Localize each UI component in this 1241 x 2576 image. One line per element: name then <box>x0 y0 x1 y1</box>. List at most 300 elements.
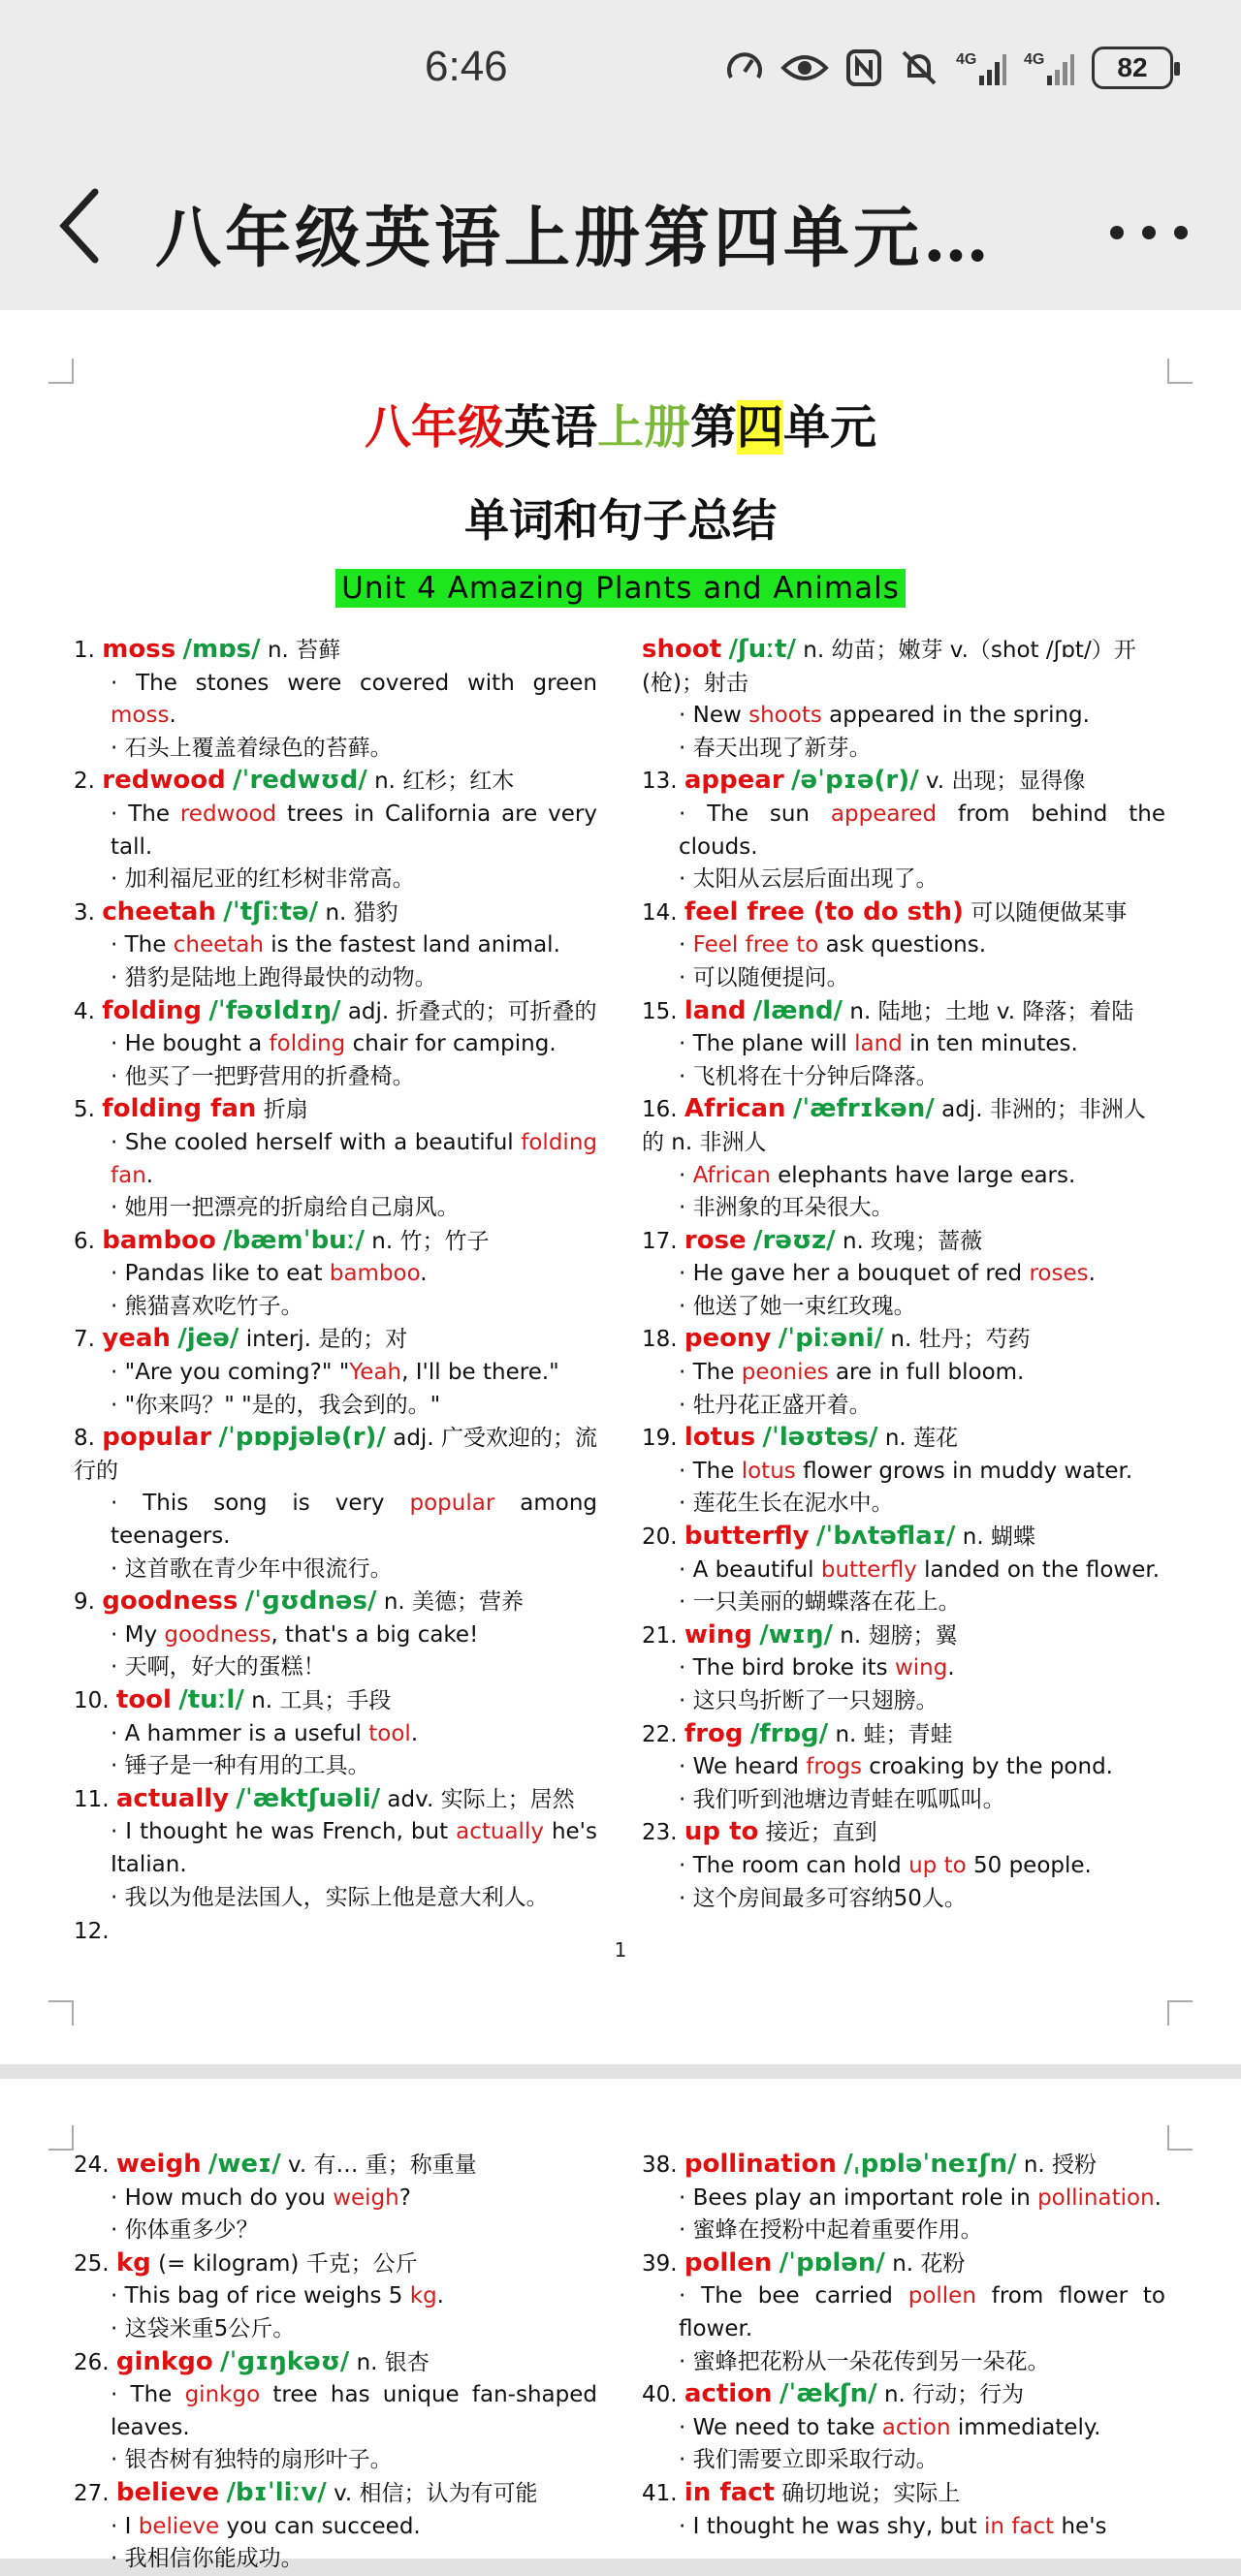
highlighted-word: shoots <box>748 703 822 729</box>
entry-ipa: /ʃuːt/ <box>728 635 796 664</box>
entry-number: 22. <box>642 1721 684 1747</box>
vocab-entry <box>642 1816 1165 1915</box>
document-page-1 <box>0 310 1241 2064</box>
example-translation: · 我相信你能成功。 <box>111 2546 303 2572</box>
example-translation: · 加利福尼亚的红杉树非常高。 <box>111 866 415 893</box>
entry-head <box>74 1093 597 1127</box>
entry-word: shoot <box>642 635 722 664</box>
entry-word: land <box>684 995 747 1025</box>
example-translation: · 飞机将在十分钟后降落。 <box>679 1063 939 1089</box>
example-sentence: · How much do you weigh? <box>111 2184 411 2211</box>
highlighted-word: wing <box>894 1655 948 1681</box>
entry-ipa: /ˈæktʃuəli/ <box>236 1783 381 1813</box>
highlighted-word: redwood <box>179 801 277 827</box>
right-column <box>642 634 1165 1915</box>
page-number: 1 <box>614 1938 627 1962</box>
example-translation: · 我们听到池塘边青蛙在呱呱叫。 <box>679 1786 1005 1812</box>
entry-word: in fact <box>684 2477 776 2507</box>
example-translation: · 蜜蜂在授粉中起着重要作用。 <box>679 2217 983 2244</box>
entry-definition: 可以随便做某事 <box>971 899 1128 926</box>
crop-mark <box>48 2000 74 2026</box>
example-sentence: · Feel free to ask questions. <box>679 932 987 958</box>
highlighted-word: African <box>692 1162 771 1188</box>
entry-definition: n. 牡丹；芍药 <box>890 1327 1031 1353</box>
status-time: 6:46 <box>425 43 508 90</box>
entry-head <box>74 634 597 668</box>
entry-number: 23. <box>642 1820 684 1846</box>
svg-text:4G: 4G <box>1024 51 1045 68</box>
example-translation: · 猎豹是陆地上跑得最快的动物。 <box>111 964 437 990</box>
entry-number: 25. <box>74 2250 116 2277</box>
vocab-entry <box>74 765 597 895</box>
highlighted-word: in fact <box>984 2513 1055 2539</box>
entry-definition: n. 行动；行为 <box>883 2382 1025 2408</box>
right-column-2 <box>642 2149 1165 2543</box>
entry-number: 41. <box>642 2480 684 2506</box>
example-sentence: · My goodness, that's a big cake! <box>111 1621 479 1648</box>
vocab-entry <box>74 1323 597 1422</box>
entry-word: redwood <box>102 766 226 796</box>
eye-icon <box>781 50 828 85</box>
example-sentence: · African elephants have large ears. <box>679 1162 1076 1188</box>
crop-mark <box>48 359 74 384</box>
entry-number: 10. <box>74 1688 116 1713</box>
crop-mark <box>48 2125 74 2151</box>
example-translation: · 锤子是一种有用的工具。 <box>111 1753 370 1779</box>
entry-definition: 折扇 <box>263 1097 308 1123</box>
entry-ipa: /jeə/ <box>177 1324 239 1354</box>
entry-number: 9. <box>74 1589 103 1616</box>
entry-ipa: /ˈpɒlən/ <box>779 2247 885 2278</box>
entry-head <box>642 1718 1165 1752</box>
example-sentence: · I thought he was French, but actually he's Italian. <box>111 1819 597 1877</box>
entry-ipa: /ˈtʃiːtə/ <box>223 896 319 927</box>
entry-word: goodness <box>102 1586 239 1617</box>
example-translation: · 这只鸟折断了一只翅膀。 <box>679 1688 939 1713</box>
entry-definition: n. 莲花 <box>884 1426 959 1452</box>
highlighted-word: lotus <box>741 1458 796 1484</box>
example-sentence: · "Are you coming?" "Yeah, I'll be there." <box>111 1360 559 1386</box>
entry-word: butterfly <box>684 1522 810 1552</box>
entry-head <box>74 1684 597 1718</box>
entry-number: 27. <box>74 2480 116 2506</box>
highlighted-word: Feel free to <box>692 932 819 958</box>
entry-definition: v. 出现；显得像 <box>925 769 1086 795</box>
example-translation: · 这个房间最多可容纳50人。 <box>679 1885 967 1911</box>
entry-definition: n. 陆地；土地 v. 降落；着陆 <box>849 998 1134 1024</box>
vocab-entry <box>642 1422 1165 1521</box>
highlighted-word: appeared <box>830 801 938 827</box>
highlighted-word: butterfly <box>820 1556 917 1583</box>
entry-head <box>74 1225 597 1259</box>
entry-number: 24. <box>74 2152 116 2178</box>
title-part: 八年级 <box>364 400 504 455</box>
entry-number: 17. <box>642 1228 684 1254</box>
vocab-entry <box>74 896 597 995</box>
vocab-entry <box>642 1323 1165 1422</box>
entry-head <box>74 1422 597 1488</box>
app-header <box>0 145 1241 310</box>
leftover-number: 12. <box>74 1919 110 1944</box>
vocab-entry <box>642 765 1165 895</box>
entry-head <box>74 2149 597 2183</box>
example-sentence: · He bought a folding chair for camping. <box>111 1031 557 1057</box>
svg-text:4G: 4G <box>956 51 977 68</box>
title-part: 第 <box>690 400 738 455</box>
entry-definition: n. 蛙；青蛙 <box>835 1721 953 1747</box>
example-sentence: · The bee carried pollen from flower to flower. <box>679 2283 1165 2341</box>
doc-subtitle: 单词和句子总结 <box>464 494 777 547</box>
example-sentence: · The plane will land in ten minutes. <box>679 1031 1078 1057</box>
entry-number: 40. <box>642 2382 684 2408</box>
vocab-entry <box>642 1225 1165 1324</box>
highlighted-word: popular <box>409 1491 495 1517</box>
entry-ipa: /mɒs/ <box>182 635 261 664</box>
highlighted-word: frogs <box>806 1754 862 1780</box>
example-sentence: · She cooled herself with a beautiful folding fan. <box>111 1129 597 1188</box>
example-translation: · 牡丹花正盛开着。 <box>679 1392 872 1418</box>
entry-ipa: /ˌpɒləˈneɪʃn/ <box>843 2150 1017 2179</box>
example-sentence: · The bird broke its wing. <box>679 1655 955 1681</box>
highlighted-word: kg <box>409 2283 437 2309</box>
entry-head <box>642 1619 1165 1653</box>
entry-number: 21. <box>642 1622 684 1649</box>
entry-definition: 接近；直到 <box>765 1820 877 1846</box>
entry-ipa: /bæmˈbuː/ <box>223 1225 365 1255</box>
example-translation: · 石头上覆盖着绿色的苔藓。 <box>111 735 393 761</box>
entry-definition: n. 花粉 <box>892 2250 966 2277</box>
signal-4g-icon <box>956 48 1006 87</box>
entry-definition: n. 苔藓 <box>267 638 341 663</box>
example-sentence: · Pandas like to eat bamboo. <box>111 1261 428 1287</box>
vocab-entry <box>642 1718 1165 1817</box>
signal-4g-icon-2 <box>1024 48 1074 87</box>
entry-number: 19. <box>642 1426 684 1452</box>
example-translation: · 银杏树有独特的扇形叶子。 <box>111 2447 393 2473</box>
entry-ipa: /ˈfəʊldɪŋ/ <box>208 995 341 1025</box>
entry-head <box>74 1783 597 1817</box>
entry-head <box>74 2247 597 2281</box>
entry-head <box>642 634 1165 700</box>
entry-number: 1. <box>74 638 103 663</box>
entry-ipa: /weɪ/ <box>207 2150 281 2179</box>
entry-word: folding <box>102 995 202 1025</box>
entry-number: 3. <box>74 899 103 926</box>
unit-label: Unit 4 Amazing Plants and Animals <box>335 569 906 608</box>
entry-number: 18. <box>642 1327 684 1353</box>
entry-head <box>642 1521 1165 1555</box>
entry-definition: n. 授粉 <box>1023 2152 1098 2178</box>
highlighted-word: folding <box>269 1031 346 1057</box>
status-bar <box>0 0 1241 145</box>
entry-ipa: /ˈredwʊd/ <box>233 766 367 796</box>
example-sentence: · The ginkgo tree has unique fan-shaped leaves. <box>111 2382 597 2440</box>
entry-definition: v. 相信；认为有可能 <box>334 2480 538 2506</box>
entry-number: 38. <box>642 2152 684 2178</box>
crop-mark <box>1167 2000 1193 2026</box>
entry-number: 11. <box>74 1786 116 1812</box>
entry-ipa: /ˈɡɪŋkəʊ/ <box>220 2346 350 2376</box>
vocab-entry <box>74 1783 597 1914</box>
crop-mark <box>1167 2125 1193 2151</box>
entry-ipa: /frɒɡ/ <box>749 1718 829 1748</box>
vocab-entry <box>74 995 597 1094</box>
highlighted-word: folding fan <box>111 1129 597 1188</box>
entry-number: 7. <box>74 1327 103 1353</box>
highlighted-word: moss <box>111 703 170 729</box>
highlighted-word: bamboo <box>329 1261 421 1287</box>
status-icons <box>725 47 1173 89</box>
entry-definition: n. 幼苗；嫩芽 v.（shot /ʃɒt/）开(枪)；射击 <box>642 638 1136 696</box>
example-translation: · 春天出现了新芽。 <box>679 735 872 761</box>
entry-ipa: /ˈpiːəni/ <box>778 1324 884 1354</box>
entry-word: popular <box>102 1423 212 1453</box>
back-arrow-icon[interactable] <box>47 182 114 269</box>
doc-heading <box>0 390 1241 606</box>
example-sentence: · We heard frogs croaking by the pond. <box>679 1754 1113 1780</box>
example-translation: · 他送了她一束红玫瑰。 <box>679 1293 916 1319</box>
example-translation: · 莲花生长在泥水中。 <box>679 1491 894 1517</box>
example-sentence: · Bees play an important role in pollination. <box>679 2184 1161 2211</box>
entry-head <box>74 2346 597 2380</box>
entry-number: 26. <box>74 2349 116 2375</box>
entry-word: bamboo <box>102 1225 216 1255</box>
highlighted-word: action <box>881 2414 951 2440</box>
crop-mark <box>1167 359 1193 384</box>
example-sentence: · New shoots appeared in the spring. <box>679 703 1090 729</box>
entry-ipa: /ˈæfrɪkən/ <box>792 1094 935 1124</box>
entry-word: feel free (to do sth) <box>684 896 964 927</box>
entry-word: wing <box>684 1619 752 1649</box>
entry-definition: n. 工具；手段 <box>251 1688 392 1713</box>
example-sentence: · The cheetah is the fastest land animal. <box>111 932 560 958</box>
vocab-entry <box>642 2247 1165 2378</box>
mute-bell-icon <box>900 48 939 87</box>
entry-head <box>642 765 1165 799</box>
title-part: 英语 <box>503 400 597 455</box>
entry-head <box>642 1422 1165 1456</box>
entry-word: pollen <box>684 2247 773 2278</box>
entry-word: cheetah <box>102 896 216 927</box>
entry-number: 16. <box>642 1097 684 1123</box>
title-part: 单元 <box>783 400 877 455</box>
nfc-icon <box>845 48 882 87</box>
entry-ipa: /ˈpɒpjələ(r)/ <box>218 1423 386 1453</box>
example-sentence: · The room can hold up to 50 people. <box>679 1852 1092 1878</box>
entry-ipa: /ˈbʌtəflaɪ/ <box>815 1522 956 1552</box>
entry-definition: interj. 是的；对 <box>245 1327 408 1353</box>
page-title: 八年级英语上册第四单元… <box>155 200 994 277</box>
example-translation: · "你来吗？" "是的，我会到的。" <box>111 1392 441 1418</box>
vocab-entry <box>642 1093 1165 1224</box>
entry-word: rose <box>684 1225 747 1255</box>
vocab-entry <box>642 995 1165 1094</box>
example-translation: · 她用一把漂亮的折扇给自己扇风。 <box>111 1195 460 1221</box>
entry-ipa: /wɪŋ/ <box>759 1619 833 1649</box>
entry-number: 39. <box>642 2250 684 2277</box>
example-translation: · 熊猫喜欢吃竹子。 <box>111 1293 303 1319</box>
entry-definition: n. 竹；竹子 <box>371 1228 490 1254</box>
example-sentence: · This song is very popular among teenagers. <box>111 1491 597 1550</box>
vocab-entry <box>74 1586 597 1684</box>
entry-definition: n. 玫瑰；蔷薇 <box>842 1228 983 1254</box>
example-translation: · 一只美丽的蝴蝶落在花上。 <box>679 1589 961 1616</box>
entry-head <box>642 1093 1165 1159</box>
example-translation: · 天啊，好大的蛋糕！ <box>111 1654 326 1681</box>
entry-head <box>642 2477 1165 2511</box>
entry-definition: (= kilogram) 千克；公斤 <box>158 2250 418 2277</box>
entry-number: 15. <box>642 998 684 1024</box>
doc-title <box>0 390 1241 456</box>
entry-word: appear <box>684 766 784 796</box>
entry-word: kg <box>115 2247 151 2278</box>
example-sentence: · The peonies are in full bloom. <box>679 1360 1025 1386</box>
entry-word: pollination <box>684 2150 837 2179</box>
entry-definition: adv. 实际上；居然 <box>387 1786 575 1812</box>
vocab-entry <box>74 2477 597 2576</box>
entry-head <box>74 1586 597 1619</box>
vocab-entry <box>642 634 1165 765</box>
entry-definition: n. 翅膀；翼 <box>840 1622 958 1649</box>
entry-definition: adj. 折叠式的；可折叠的 <box>347 998 597 1024</box>
highlighted-word: pollen <box>907 2283 976 2309</box>
vocab-entry <box>74 1422 597 1586</box>
entry-word: action <box>684 2379 773 2409</box>
entry-head <box>642 2247 1165 2281</box>
vocab-entry <box>642 2149 1165 2247</box>
entry-ipa: /əˈpɪə(r)/ <box>790 766 919 796</box>
entry-number: 14. <box>642 899 684 926</box>
example-sentence: · A hammer is a useful tool. <box>111 1720 419 1746</box>
entry-word: actually <box>115 1783 230 1813</box>
example-sentence: · The lotus flower grows in muddy water. <box>679 1458 1133 1484</box>
example-sentence: · The redwood trees in California are very tall. <box>111 801 597 860</box>
vocab-entry <box>642 2477 1165 2543</box>
entry-head <box>74 1323 597 1357</box>
entry-word: peony <box>684 1324 772 1354</box>
example-translation: · 这首歌在青少年中很流行。 <box>111 1555 393 1582</box>
entry-word: African <box>684 1094 786 1124</box>
vocab-entry <box>74 2346 597 2477</box>
entry-definition: n. 银杏 <box>356 2349 430 2375</box>
entry-head <box>74 765 597 799</box>
example-translation: · 你体重多少？ <box>111 2217 259 2244</box>
highlighted-word: tool <box>368 1720 411 1746</box>
entry-word: frog <box>684 1718 744 1748</box>
speedometer-icon <box>725 48 764 87</box>
entry-ipa: /ˈləʊtəs/ <box>762 1423 878 1453</box>
entry-head <box>642 995 1165 1029</box>
entry-head <box>642 1816 1165 1850</box>
entry-word: moss <box>102 635 176 664</box>
entry-definition: 确切地说；实际上 <box>781 2480 961 2506</box>
entry-ipa: /tuːl/ <box>178 1685 244 1714</box>
entry-number: 8. <box>74 1426 103 1452</box>
highlighted-word: believe <box>138 2513 220 2539</box>
highlighted-word: goodness <box>164 1621 271 1648</box>
left-column-2 <box>74 2149 597 2576</box>
entry-head <box>642 2378 1165 2412</box>
entry-definition: n. 红杉；红木 <box>374 769 515 795</box>
entry-number: 20. <box>642 1524 684 1551</box>
example-sentence: · A beautiful butterfly landed on the flower. <box>679 1556 1161 1583</box>
entry-definition: v. 有… 重；称重量 <box>288 2152 477 2178</box>
entry-definition: n. 猎豹 <box>325 899 398 926</box>
example-translation: · 蜜蜂把花粉从一朵花传到另一朵花。 <box>679 2348 1050 2374</box>
entry-number: 13. <box>642 769 684 795</box>
entry-definition: n. 美德；营养 <box>383 1589 525 1616</box>
vocab-entry <box>74 1684 597 1783</box>
entry-head <box>642 2149 1165 2183</box>
entry-head <box>74 896 597 930</box>
entry-word: weigh <box>115 2150 202 2179</box>
entry-word: up to <box>684 1817 759 1847</box>
highlighted-word: peonies <box>741 1360 829 1386</box>
example-translation: · 他买了一把野营用的折叠椅。 <box>111 1063 415 1089</box>
example-sentence: · We need to take action immediately. <box>679 2414 1101 2440</box>
highlighted-word: weigh <box>333 2184 399 2211</box>
vocab-entry <box>74 1225 597 1324</box>
vocab-entry <box>642 896 1165 995</box>
entry-head <box>642 1225 1165 1259</box>
entry-word: lotus <box>684 1423 756 1453</box>
entry-ipa: /rəʊz/ <box>753 1225 836 1255</box>
vocab-entry <box>74 1093 597 1224</box>
example-sentence: · The stones were covered with green moss. <box>111 670 597 729</box>
entry-word: yeah <box>102 1324 171 1354</box>
example-sentence: · He gave her a bouquet of red roses. <box>679 1261 1096 1287</box>
entry-ipa: /ˈækʃn/ <box>779 2379 877 2409</box>
vocab-entry <box>74 634 597 765</box>
entry-head <box>642 1323 1165 1357</box>
highlighted-word: actually <box>456 1819 544 1845</box>
entry-ipa: /lænd/ <box>752 995 843 1025</box>
left-column <box>74 634 597 1914</box>
example-translation: · 我们需要立即采取行动。 <box>679 2447 939 2473</box>
entry-head <box>74 2477 597 2511</box>
example-sentence: · The sun appeared from behind the clouds. <box>679 801 1165 860</box>
highlighted-word: Yeah <box>349 1360 402 1386</box>
example-translation: · 我以为他是法国人，实际上他是意大利人。 <box>111 1884 549 1910</box>
battery-indicator: 82 <box>1092 47 1173 89</box>
highlighted-word: up to <box>908 1852 967 1878</box>
vocab-entry <box>74 2247 597 2346</box>
entry-definition: adj. 非洲的；非洲人的 n. 非洲人 <box>642 1097 1146 1155</box>
vocab-entry <box>642 1521 1165 1619</box>
example-translation: · 非洲象的耳朵很大。 <box>679 1195 894 1221</box>
entry-head <box>74 995 597 1029</box>
entry-number: 2. <box>74 769 103 795</box>
doc-unit <box>0 571 1241 606</box>
title-part: 上册 <box>596 400 690 455</box>
vocab-entry <box>74 2149 597 2247</box>
vocab-entry <box>642 1619 1165 1718</box>
highlighted-word: ginkgo <box>184 2382 261 2408</box>
highlighted-word: cheetah <box>173 932 264 958</box>
entry-word: tool <box>115 1685 172 1714</box>
title-part: 四 <box>737 400 784 455</box>
entry-number: 6. <box>74 1228 103 1254</box>
entry-word: folding fan <box>102 1094 257 1124</box>
highlighted-word: land <box>854 1031 903 1057</box>
more-options-icon[interactable] <box>1105 213 1193 252</box>
example-sentence: · This bag of rice weighs 5 kg. <box>111 2283 444 2309</box>
example-sentence: · I thought he was shy, but in fact he's <box>679 2513 1107 2539</box>
document-page-2 <box>0 2079 1241 2572</box>
entry-ipa: /bɪˈliːv/ <box>226 2477 327 2507</box>
entry-definition: adj. 广受欢迎的；流行的 <box>74 1426 597 1484</box>
example-translation: · 太阳从云层后面出现了。 <box>679 866 939 893</box>
